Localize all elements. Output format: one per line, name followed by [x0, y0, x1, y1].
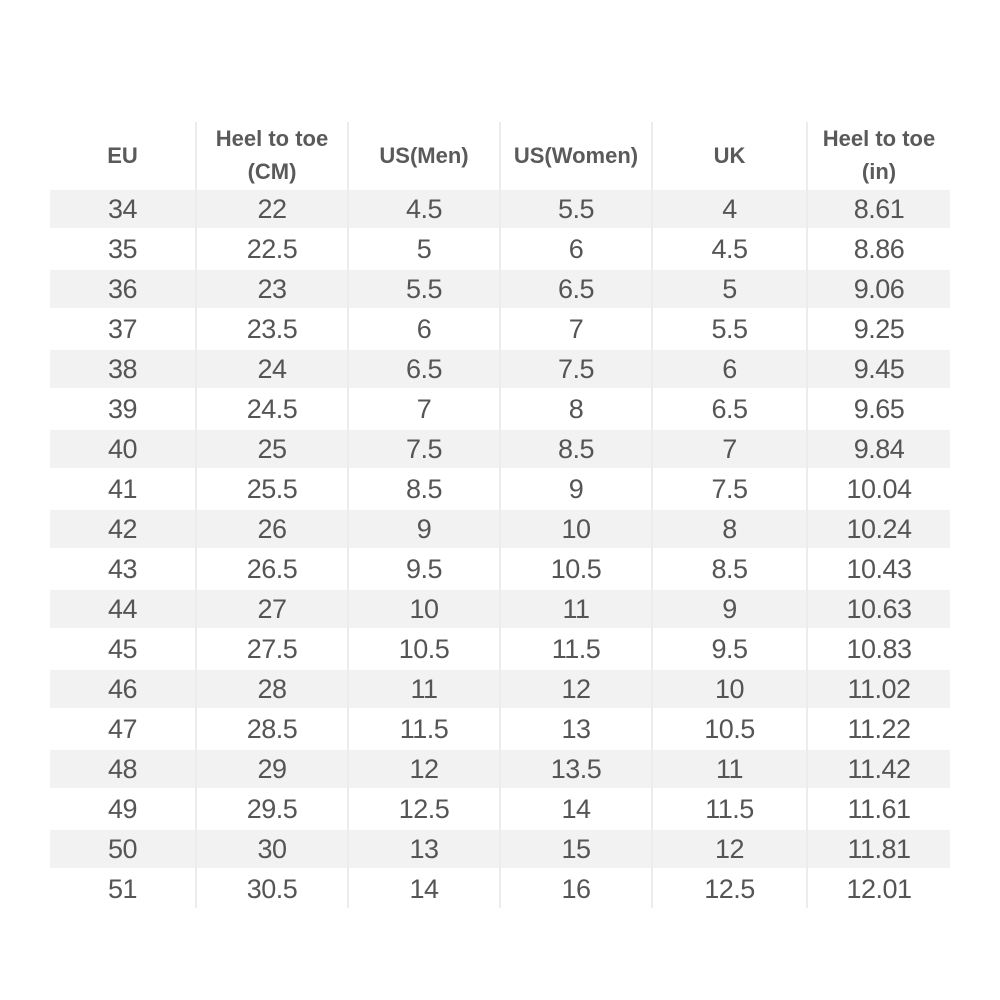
- header-heel-to-toe-cm: [196, 122, 348, 189]
- cell-uk: 9: [652, 589, 807, 629]
- cell-heel-to-toe-cm: 27: [196, 589, 348, 629]
- cell-us-women: 10.5: [500, 549, 652, 589]
- table-row: [50, 669, 950, 709]
- cell-heel-to-toe-in: 9.25: [807, 309, 950, 349]
- cell-us-men: 10.5: [348, 629, 500, 669]
- cell-us-men: 14: [348, 869, 500, 908]
- cell-eu: 45: [50, 629, 196, 669]
- table-row: [50, 829, 950, 869]
- table-row: [50, 869, 950, 908]
- cell-us-women: 16: [500, 869, 652, 908]
- cell-uk: 8: [652, 509, 807, 549]
- cell-uk: 9.5: [652, 629, 807, 669]
- cell-heel-to-toe-cm: 30: [196, 829, 348, 869]
- cell-heel-to-toe-cm: 22: [196, 189, 348, 229]
- cell-heel-to-toe-in: 11.02: [807, 669, 950, 709]
- cell-eu: 34: [50, 189, 196, 229]
- cell-uk: 10: [652, 669, 807, 709]
- cell-eu: 42: [50, 509, 196, 549]
- header-line: Heel to toe: [822, 126, 936, 151]
- cell-heel-to-toe-cm: 24.5: [196, 389, 348, 429]
- table-row: [50, 469, 950, 509]
- cell-uk: 5.5: [652, 309, 807, 349]
- cell-heel-to-toe-cm: 28.5: [196, 709, 348, 749]
- table-row: [50, 589, 950, 629]
- cell-us-women: 13: [500, 709, 652, 749]
- cell-eu: 51: [50, 869, 196, 908]
- cell-uk: 5: [652, 269, 807, 309]
- cell-eu: 38: [50, 349, 196, 389]
- cell-heel-to-toe-in: 9.06: [807, 269, 950, 309]
- header-us-women: [500, 122, 652, 189]
- cell-heel-to-toe-in: 10.04: [807, 469, 950, 509]
- cell-uk: 12.5: [652, 869, 807, 908]
- header-line: Heel to toe: [215, 126, 329, 151]
- header-line: US(Women): [513, 142, 639, 168]
- cell-us-men: 11: [348, 669, 500, 709]
- table-row: [50, 749, 950, 789]
- cell-heel-to-toe-cm: 23: [196, 269, 348, 309]
- cell-us-women: 7: [500, 309, 652, 349]
- cell-us-men: 5.5: [348, 269, 500, 309]
- cell-uk: 4.5: [652, 229, 807, 269]
- cell-us-men: 11.5: [348, 709, 500, 749]
- cell-us-women: 11: [500, 589, 652, 629]
- cell-us-men: 12: [348, 749, 500, 789]
- cell-uk: 7.5: [652, 469, 807, 509]
- header-row: [50, 122, 950, 189]
- cell-us-women: 5.5: [500, 189, 652, 229]
- cell-eu: 44: [50, 589, 196, 629]
- cell-us-women: 14: [500, 789, 652, 829]
- cell-heel-to-toe-cm: 24: [196, 349, 348, 389]
- cell-uk: 6.5: [652, 389, 807, 429]
- cell-eu: 46: [50, 669, 196, 709]
- cell-us-men: 4.5: [348, 189, 500, 229]
- cell-us-women: 13.5: [500, 749, 652, 789]
- cell-heel-to-toe-cm: 28: [196, 669, 348, 709]
- cell-heel-to-toe-cm: 30.5: [196, 869, 348, 908]
- cell-eu: 39: [50, 389, 196, 429]
- table-row: [50, 549, 950, 589]
- cell-heel-to-toe-cm: 26.5: [196, 549, 348, 589]
- cell-eu: 35: [50, 229, 196, 269]
- cell-us-women: 12: [500, 669, 652, 709]
- cell-uk: 10.5: [652, 709, 807, 749]
- cell-us-men: 10: [348, 589, 500, 629]
- cell-uk: 12: [652, 829, 807, 869]
- cell-heel-to-toe-cm: 25: [196, 429, 348, 469]
- cell-heel-to-toe-in: 9.84: [807, 429, 950, 469]
- cell-heel-to-toe-in: 11.42: [807, 749, 950, 789]
- header-line: EU: [107, 142, 138, 168]
- table-row: [50, 309, 950, 349]
- cell-heel-to-toe-in: 11.61: [807, 789, 950, 829]
- cell-uk: 4: [652, 189, 807, 229]
- cell-eu: 48: [50, 749, 196, 789]
- header-us-men: [348, 122, 500, 189]
- cell-eu: 36: [50, 269, 196, 309]
- cell-heel-to-toe-in: 11.81: [807, 829, 950, 869]
- cell-heel-to-toe-in: 10.24: [807, 509, 950, 549]
- cell-us-women: 11.5: [500, 629, 652, 669]
- table-row: [50, 229, 950, 269]
- cell-heel-to-toe-in: 8.61: [807, 189, 950, 229]
- table-body: [50, 189, 950, 908]
- cell-heel-to-toe-in: 9.65: [807, 389, 950, 429]
- cell-eu: 41: [50, 469, 196, 509]
- cell-heel-to-toe-in: 10.43: [807, 549, 950, 589]
- cell-us-men: 7.5: [348, 429, 500, 469]
- table-row: [50, 789, 950, 829]
- cell-eu: 49: [50, 789, 196, 829]
- cell-uk: 11.5: [652, 789, 807, 829]
- cell-us-men: 12.5: [348, 789, 500, 829]
- cell-heel-to-toe-cm: 29.5: [196, 789, 348, 829]
- cell-heel-to-toe-in: 8.86: [807, 229, 950, 269]
- cell-heel-to-toe-cm: 29: [196, 749, 348, 789]
- cell-us-men: 13: [348, 829, 500, 869]
- cell-uk: 7: [652, 429, 807, 469]
- cell-heel-to-toe-cm: 27.5: [196, 629, 348, 669]
- size-chart-table: [50, 122, 950, 908]
- cell-heel-to-toe-cm: 22.5: [196, 229, 348, 269]
- table-row: [50, 389, 950, 429]
- cell-us-women: 6.5: [500, 269, 652, 309]
- cell-us-men: 9.5: [348, 549, 500, 589]
- header-heel-to-toe-in: [807, 122, 950, 189]
- cell-heel-to-toe-in: 10.63: [807, 589, 950, 629]
- table-header: [50, 122, 950, 189]
- header-line: US(Men): [379, 142, 469, 168]
- cell-uk: 11: [652, 749, 807, 789]
- cell-us-men: 6.5: [348, 349, 500, 389]
- cell-eu: 50: [50, 829, 196, 869]
- cell-heel-to-toe-in: 12.01: [807, 869, 950, 908]
- table-row: [50, 189, 950, 229]
- cell-us-women: 15: [500, 829, 652, 869]
- table-row: [50, 509, 950, 549]
- header-line: (in): [861, 159, 897, 184]
- cell-us-men: 7: [348, 389, 500, 429]
- cell-uk: 8.5: [652, 549, 807, 589]
- header-line: (CM): [247, 159, 297, 184]
- cell-eu: 37: [50, 309, 196, 349]
- cell-us-women: 6: [500, 229, 652, 269]
- cell-heel-to-toe-in: 9.45: [807, 349, 950, 389]
- cell-heel-to-toe-cm: 25.5: [196, 469, 348, 509]
- table-row: [50, 349, 950, 389]
- table-row: [50, 429, 950, 469]
- cell-us-men: 6: [348, 309, 500, 349]
- cell-heel-to-toe-cm: 23.5: [196, 309, 348, 349]
- cell-eu: 47: [50, 709, 196, 749]
- cell-us-women: 10: [500, 509, 652, 549]
- cell-heel-to-toe-in: 10.83: [807, 629, 950, 669]
- cell-us-women: 8.5: [500, 429, 652, 469]
- cell-heel-to-toe-cm: 26: [196, 509, 348, 549]
- cell-us-men: 9: [348, 509, 500, 549]
- table-row: [50, 709, 950, 749]
- cell-us-men: 8.5: [348, 469, 500, 509]
- cell-us-women: 8: [500, 389, 652, 429]
- header-eu: [50, 122, 196, 189]
- cell-us-women: 9: [500, 469, 652, 509]
- cell-us-men: 5: [348, 229, 500, 269]
- cell-eu: 40: [50, 429, 196, 469]
- cell-us-women: 7.5: [500, 349, 652, 389]
- cell-uk: 6: [652, 349, 807, 389]
- table-row: [50, 269, 950, 309]
- table-row: [50, 629, 950, 669]
- cell-heel-to-toe-in: 11.22: [807, 709, 950, 749]
- header-line: UK: [713, 142, 746, 168]
- cell-eu: 43: [50, 549, 196, 589]
- header-uk: [652, 122, 807, 189]
